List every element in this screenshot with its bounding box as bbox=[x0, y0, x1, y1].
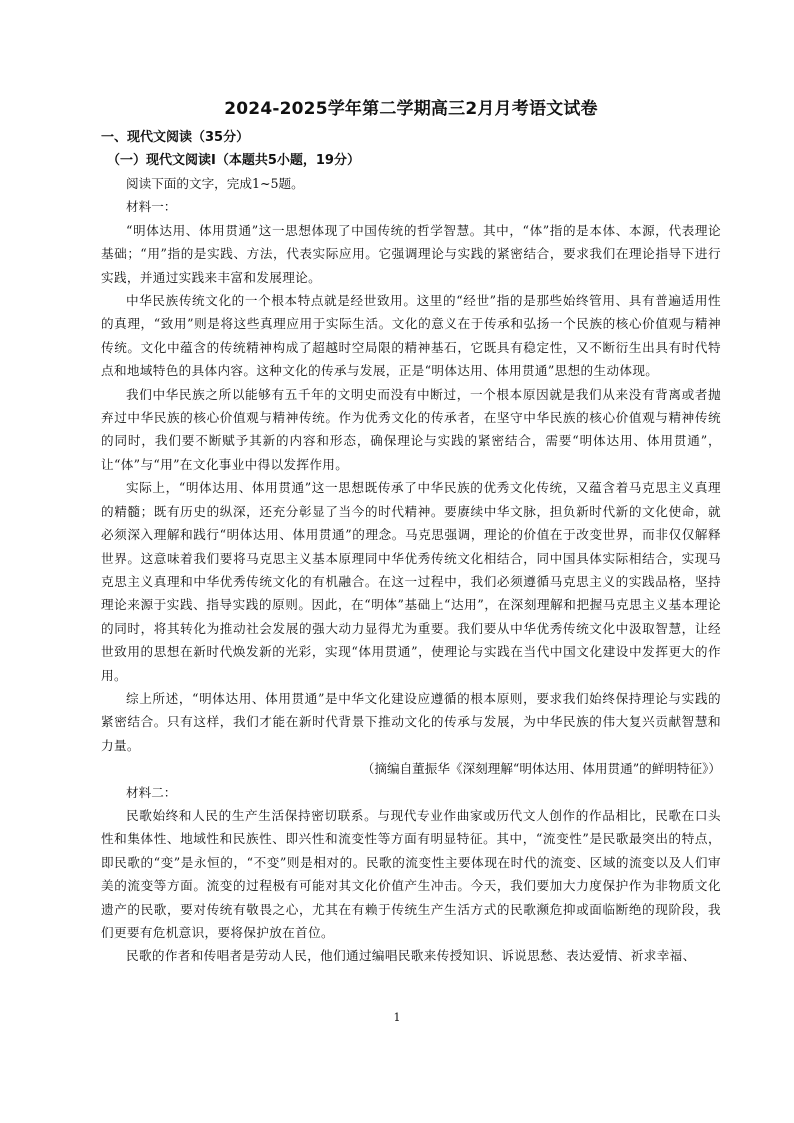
material-one-label: 材料一： bbox=[126, 199, 177, 215]
material-one-source: （摘编自董振华《深刻理解“明体达用、体用贯通”的鲜明特征》） bbox=[361, 761, 721, 777]
material-one-paragraph: 我们中华民族之所以能够有五千年的文明史而没有中断过，一个根本原因就是我们从来没有背离或者抛弃过中华民族的核心价值观与精神传统。作为优秀文化的传承者，在坚守中华民族的核心价值观与精神传统的同时，我们要不断赋予其新的内容和形态，确保理论与实践的紧密结合，需要“明体达用、体用贯通”，让“体”与“用”在文化事业中得以发挥作用。 bbox=[101, 386, 721, 472]
material-one-paragraph: “明体达用、体用贯通”这一思想体现了中国传统的哲学智慧。其中，“体”指的是本体、本源，代表理论基础；“用”指的是实践、方法，代表实际应用。它强调理论与实践的紧密结合，要求我们在理论指导下进行实践，并通过实践来丰富和发展理论。 bbox=[101, 222, 721, 285]
reading-instruction: 阅读下面的文字，完成1~5题。 bbox=[126, 176, 304, 191]
material-two-label: 材料二： bbox=[126, 784, 177, 800]
material-one-paragraph: 综上所述，“明体达用、体用贯通”是中华文化建设应遵循的根本原则，要求我们始终保持理论与实践的紧密结合。只有这样，我们才能在新时代背景下推动文化的传承与发展，为中华民族的伟大复兴贡献智慧和力量。 bbox=[101, 690, 721, 753]
material-two-paragraph: 民歌始终和人民的生产生活保持密切联系。与现代专业作曲家或历代文人创作的作品相比，民歌在口头性和集体性、地域性和民族性、即兴性和流变性等方面有明显特征。其中，“流变性”是民歌最突出的特点，即民歌的“变”是永恒的，“不变”则是相对的。民歌的流变性主要体现在时代的流变、区域的流变以及人们审美的流变等方面。流变的过程极有可能对其文化价值产生冲击。今天，我们要加大力度保护作为非物质文化遗产的民歌，要对传统有敬畏之心，尤其在有赖于传统生产生活方式的民歌濒危抑或面临断绝的现阶段，我们更要有危机意识，要将保护放在首位。 bbox=[101, 807, 721, 940]
document-page bbox=[101, 96, 721, 968]
page-number: 1 bbox=[393, 1011, 401, 1024]
exam-title: 2024-2025学年第二学期高三2月月考语文试卷 bbox=[224, 99, 598, 119]
subsection-heading: （一）现代文阅读Ⅰ（本题共5小题，19分） bbox=[107, 153, 360, 168]
material-two-paragraph: 民歌的作者和传唱者是劳动人民，他们通过编唱民歌来传授知识、诉说思愁、表达爱情、祈求幸福、 bbox=[126, 948, 696, 964]
material-one-paragraph: 实际上，“明体达用、体用贯通”这一思想既传承了中华民族的优秀文化传统，又蕴含着马克思主义真理的精髓；既有历史的纵深，还充分彰显了当今的时代精神。要赓续中华文脉，担负新时代新的文化使命，就必须深入理解和践行“明体达用、体用贯通”的理念。马克思强调，理论的价值在于改变世界，而非仅仅解释世界。这意味着我们要将马克思主义基本原理同中华优秀传统文化相结合，同中国具体实际相结合，实现马克思主义真理和中华优秀传统文化的有机融合。在这一过程中，我们必须遵循马克思主义的实践品格，坚持理论来源于实践、指导实践的原则。因此，在“明体”基础上“达用”，在深刻理解和把握马克思主义基本理论的同时，将其转化为推动社会发展的强大动力显得尤为重要。我们要从中华优秀传统文化中汲取智慧，让经世致用的思想在新时代焕发新的光彩，实现“体用贯通”，使理论与实践在当代中国文化建设中发挥更大的作用。 bbox=[101, 480, 721, 683]
section-heading: 一、现代文阅读（35分） bbox=[101, 130, 250, 145]
material-one-paragraph: 中华民族传统文化的一个根本特点就是经世致用。这里的“经世”指的是那些始终管用、具有普遍适用性的真理，“致用”则是将这些真理应用于实际生活。文化的意义在于传承和弘扬一个民族的核心价值观与精神传统。文化中蕴含的传统精神构成了超越时空局限的精神基石，它既具有稳定性，又不断衍生出具有时代特点和地域特色的具体内容。这种文化的传承与发展，正是“明体达用、体用贯通”思想的生动体现。 bbox=[101, 293, 721, 379]
